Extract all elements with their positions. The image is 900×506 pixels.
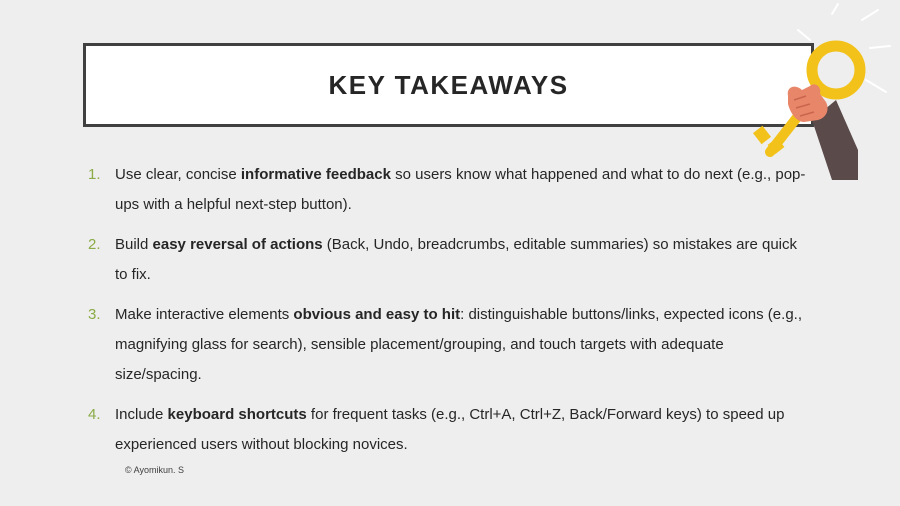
- list-number: 3.: [88, 306, 101, 323]
- title-box: [83, 43, 814, 127]
- list-number: 2.: [88, 236, 101, 253]
- copyright-text: © Ayomikun. S: [125, 465, 184, 475]
- list-emphasis: obvious and easy to hit: [293, 306, 461, 323]
- list-item: [88, 160, 808, 220]
- list-item: [88, 230, 808, 290]
- list-number: 1.: [88, 166, 101, 183]
- list-emphasis: keyboard shortcuts: [167, 406, 307, 423]
- list-text: Use clear, concise informative feedback so users know what happened and what to do next (e.g., pop-ups with a helpful next-step button).: [115, 166, 806, 213]
- list-item: [88, 400, 808, 460]
- list-number: 4.: [88, 406, 101, 423]
- list-text: Build easy reversal of actions (Back, Undo, breadcrumbs, editable summaries) so mistakes are quick to fix.: [115, 236, 797, 283]
- list-text: Make interactive elements obvious and easy to hit: distinguishable buttons/links, expected icons (e.g., magnifying glass for search), sensible placement/grouping, and touch targets with adequate size/spacing.: [115, 306, 802, 383]
- list-text: Include keyboard shortcuts for frequent tasks (e.g., Ctrl+A, Ctrl+Z, Back/Forward keys) to speed up experienced users without blocking novices.: [115, 406, 785, 453]
- list-item: [88, 300, 808, 390]
- list-emphasis: easy reversal of actions: [152, 236, 323, 253]
- slide-title: KEY TAKEAWAYS: [328, 69, 569, 100]
- list-emphasis: informative feedback: [240, 166, 391, 183]
- takeaways-list: [88, 160, 808, 470]
